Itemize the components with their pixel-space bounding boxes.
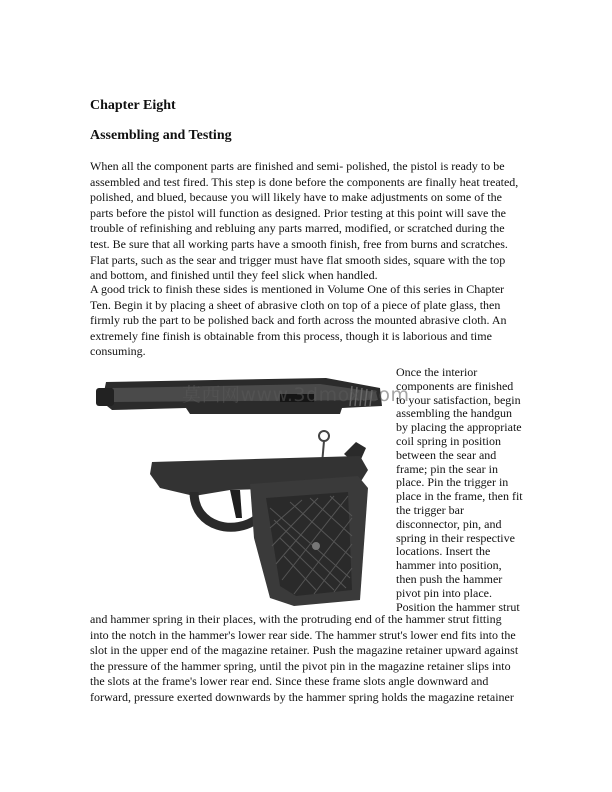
section-heading: Assembling and Testing: [90, 128, 232, 143]
pistol-frame-image: [150, 431, 368, 606]
chapter-heading: Chapter Eight: [90, 98, 176, 113]
body-paragraph-1: When all the component parts are finished and semi- polished, the pistol is ready to be assembled and test fired. This step is done before the components are finally heat treated, polished, and blued, because you will likely have to make adjustments on some of the parts before the pistol will function as designed. Prior testing at this point will save the trouble of refinishing and rebluing any parts marred, modified, or scratched during the test. Be sure that all working parts have a smooth finish, free from burns and scratches. Flat parts, such as the sear and trigger must have flat smooth sides, square with the top and bottom, and finished until they feel slick when handled.: [90, 159, 519, 283]
body-paragraph-2: A good trick to finish these sides is mentioned in Volume One of this series in Chapter Ten. Begin it by placing a sheet of abrasive cloth on top of a piece of plate glass, then firmly rub the part to be polished back and forth across the mounted abrasive cloth. An extremely fine finish is obtainable from this process, though it is laborious and time consuming.: [90, 282, 507, 359]
watermark: 莫西网www.3dmox.com: [182, 384, 410, 406]
body-paragraph-3: Once the interior components are finished to your satisfaction, begin assembling the handgun by placing the appropriate coil spring in position between the sear and frame; pin the sear in place. Pin the trigger in place in the frame, then fit the trigger bar disconnector, pin, and spring in their respective locations. Insert the hammer into position, then push the hammer pivot pin into place. Position the hammer strut: [396, 365, 523, 614]
body-paragraph-4: and hammer spring in their places, with the protruding end of the hammer strut fitting into the notch in the hammer's lower rear side. The hammer strut's lower end fits into the slot in the upper end of the magazine retainer. Push the magazine retainer upward against the pressure of the hammer spring, until the pivot pin in the magazine retainer slips into the slots at the frame's lower rear end. Since these frame slots angle downward and forward, pressure exerted downwards by the hammer spring holds the magazine retainer: [90, 612, 519, 704]
